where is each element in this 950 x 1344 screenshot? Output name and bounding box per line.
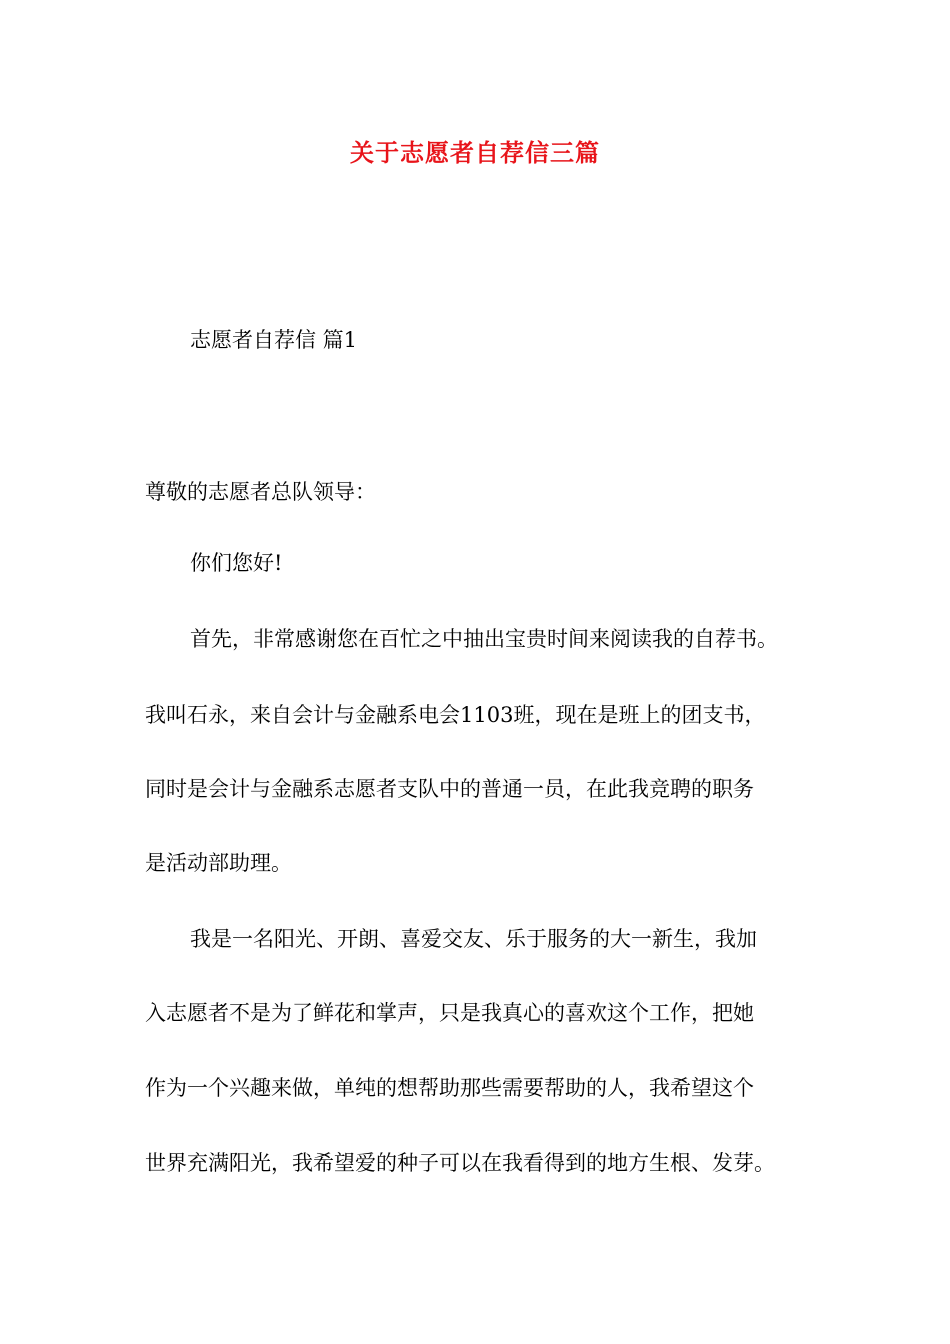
paragraph-line: 首先，非常感谢您在百忙之中抽出宝贵时间来阅读我的自荐书。 — [190, 627, 778, 651]
salutation: 尊敬的志愿者总队领导： — [145, 480, 376, 504]
paragraph-line: 世界充满阳光，我希望爱的种子可以在我看得到的地方生根、发芽。 — [145, 1151, 775, 1175]
paragraph-line: 同时是会计与金融系志愿者支队中的普通一员，在此我竞聘的职务 — [145, 777, 754, 801]
paragraph-line: 是活动部助理。 — [145, 851, 292, 875]
document-title: 关于志愿者自荐信三篇 — [350, 138, 600, 167]
paragraph-line: 我叫石永，来自会计与金融系电会1103班，现在是班上的团支书， — [145, 703, 766, 727]
greeting: 你们您好! — [190, 551, 283, 575]
paragraph-line: 作为一个兴趣来做，单纯的想帮助那些需要帮助的人，我希望这个 — [145, 1076, 754, 1100]
paragraph-line: 我是一名阳光、开朗、喜爱交友、乐于服务的大一新生，我加 — [190, 927, 757, 951]
section-heading: 志愿者自荐信 篇1 — [190, 328, 358, 352]
paragraph-line: 入志愿者不是为了鲜花和掌声，只是我真心的喜欢这个工作，把她 — [145, 1001, 754, 1025]
